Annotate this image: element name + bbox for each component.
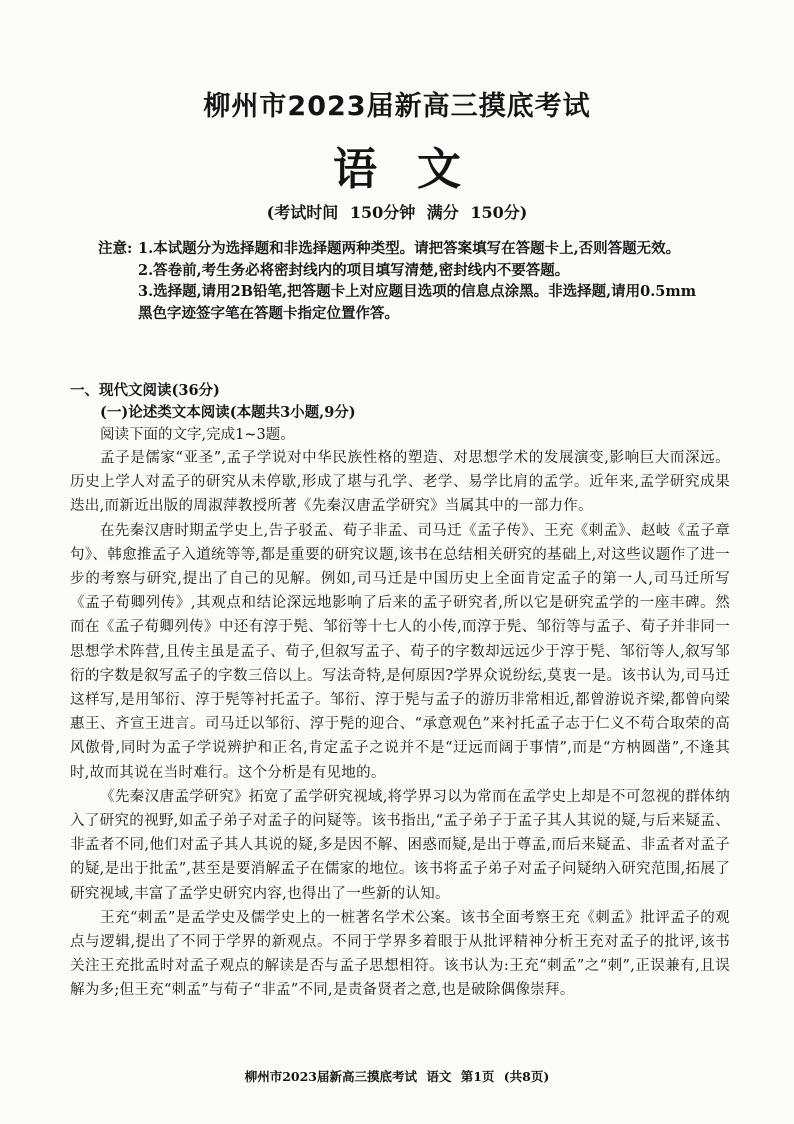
subsection-title: (一)论述类文本阅读(本题共3小题,9分) (100, 404, 356, 421)
notice-item-3: 3.选择题,请用2B铅笔,把答题卡上对应题目选项的信息点涂黑。非选择题,请用0.5mm黑色字迹签字笔在答题卡指定位置作答。 (138, 283, 697, 322)
notice-block (98, 238, 698, 324)
notice-item-2: 2.答卷前,考生务必将密封线内的项目填写清楚,密封线内不要答题。 (138, 261, 570, 279)
subject-title: 语文 (333, 144, 501, 195)
notice-label: 注意: (98, 240, 133, 257)
reading-section (70, 380, 730, 1003)
notice-item-1: 1.本试题分为选择题和非选择题两种类型。请把答案填写在答题卡上,否则答题无效。 (138, 240, 681, 257)
section-title: 一、现代文阅读(36分) (70, 382, 220, 399)
paragraph: 孟子是儒家“亚圣”,孟子学说对中华民族性格的塑造、对思想学术的发展演变,影响巨大而深远。历史上学人对孟子的研究从未停歇,形成了堪与孔学、老学、易学比肩的孟学。近年来,孟学研究成果迭出,而新近出版的周淑萍教授所著《先秦汉唐孟学研究》当属其中的一部力作。 (70, 450, 730, 515)
paragraph: 《先秦汉唐孟学研究》拓宽了孟学研究视域,将学界习以为常而在孟学史上却是不可忽视的群体纳入了研究的视野,如孟子弟子对孟子的问疑等。该书指出,“孟子弟子于孟子其人其说的疑,与后来疑孟、非孟者不同,他们对孟子其人其说的疑,多是因不解、困惑而疑,是出于尊孟,而后来疑孟、非孟者对孟子的疑,是出于批孟”,甚至是要消解孟子在儒家的地位。该书将孟子弟子对孟子问疑纳入研究范围,拓展了研究视域,丰富了孟学史研究内容,也得出了一些新的认知。 (70, 788, 730, 902)
page-footer: 柳州市2023届新高三摸底考试 语文 第1页 (共8页) (244, 1069, 550, 1084)
paragraph: 王充“刺孟”是孟学史及儒学史上的一桩著名学术公案。该书全面考察王充《刺孟》批评孟子的观点与逻辑,提出了不同于学界的新观点。不同于学界多着眼于从批评精神分析王充对孟子的批评,该书关注王充批孟时对孟子观点的解读是否与孟子思想相符。该书认为:王充“刺孟”之“刺”,正误兼有,且误解为多;但王充“刺孟”与荀子“非孟”不同,是责备贤者之意,也是破除偶像崇拜。 (70, 909, 730, 999)
exam-info: (考试时间 150分钟 满分 150分) (266, 203, 528, 222)
instruction: 阅读下面的文字,完成1~3题。 (100, 427, 295, 443)
page-title: 柳州市2023届新高三摸底考试 (203, 91, 591, 122)
paragraph: 在先秦汉唐时期孟学史上,告子驳孟、荀子非孟、司马迁《孟子传》、王充《刺孟》、赵岐《孟子章句》、韩愈推孟子入道统等等,都是重要的研究议题,该书在总结相关研究的基础上,对这些议题作了进一步的考察与研究,提出了自己的见解。例如,司马迁是中国历史上全面肯定孟子的第一人,司马迁所写《孟子荀卿列传》,其观点和结论深远地影响了后来的孟子研究者,所以它是研究孟学的一座丰碑。然而在《孟子荀卿列传》中还有淳于髡、邹衍等十七人的小传,而淳于髡、邹衍等与孟子、荀子并非同一思想学术阵营,且传主虽是孟子、荀子,但叙写孟子、荀子的字数却远远少于淳于髡、邹衍等人,叙写邹衍的字数是叙写孟子的字数三倍以上。写法奇特,是何原因?学界众说纷纭,莫衷一是。该书认为,司马迁这样写,是用邹衍、淳于髡等衬托孟子。邹衍、淳于髡与孟子的游历非常相近,都曾游说齐梁,都曾向梁惠王、齐宣王进言。司马迁以邹衍、淳于髡的迎合、“承意观色”来衬托孟子志于仁义不苟合取荣的高风傲骨,同时为孟子学说辨护和正名,肯定孟子之说并不是“迂远而阔于事情”,而是“方枘圆凿”,不逢其时,故而其说在当时难行。这个分析是有见地的。 (70, 522, 730, 781)
